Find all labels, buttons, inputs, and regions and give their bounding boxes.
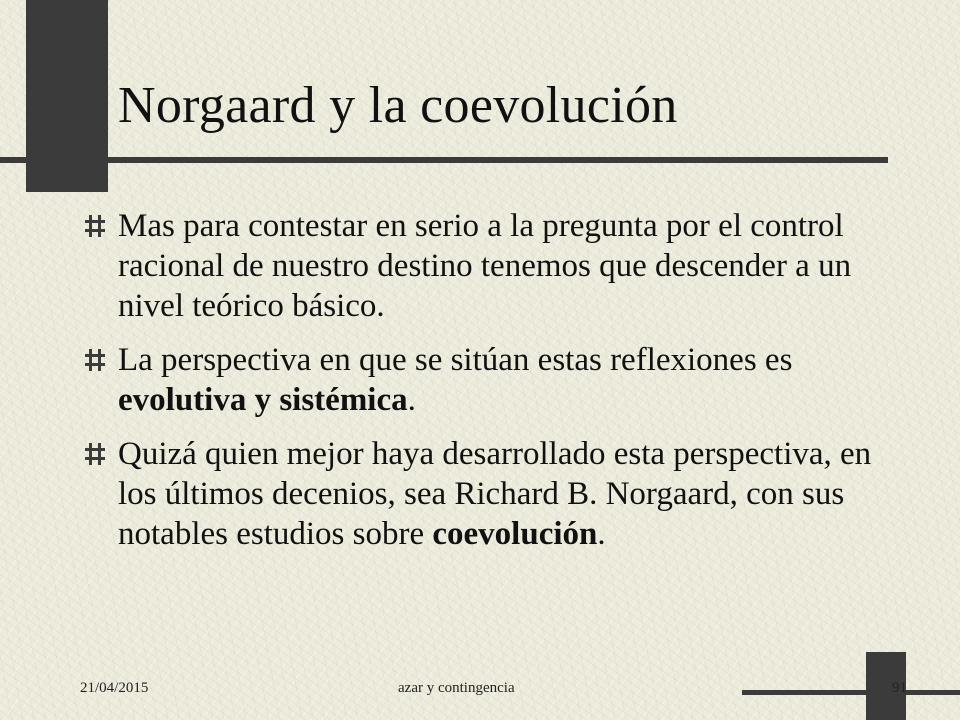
- footer-date: 21/04/2015: [80, 680, 149, 696]
- bullet-text: [118, 436, 871, 552]
- bullet-text-segment: La perspectiva en que se sitúan estas reflexiones es: [118, 342, 793, 378]
- title-underline-bar: [0, 157, 888, 163]
- bullet-text-segment: Mas para contestar en serio a la pregunta por el control racional de nuestro destino tenemos que descender a un nivel teórico básico.: [118, 208, 852, 324]
- title-accent-block: [26, 0, 108, 192]
- page-number: 91: [892, 680, 907, 696]
- hash-bullet-icon: [84, 442, 106, 466]
- bullet-item: [84, 434, 910, 554]
- bullet-text-segment: .: [597, 516, 606, 552]
- bullet-text-segment: Quizá quien mejor haya desarrollado esta perspectiva, en los últimos decenios, sea Richard B. Norgaard, con sus notables estudios sobre: [118, 436, 872, 552]
- bullet-bold-text: coevolución: [432, 516, 598, 552]
- hash-bullet-icon: [84, 348, 106, 372]
- hash-bullet-icon: [84, 214, 106, 238]
- footer-bar-horizontal: [742, 690, 960, 695]
- slide-title: Norgaard y la coevolución: [118, 77, 678, 134]
- bullet-item: [84, 340, 910, 420]
- bullet-item: [84, 206, 910, 326]
- bullet-bold-text: evolutiva y sistémica: [118, 382, 408, 418]
- bullet-text-segment: .: [407, 382, 416, 418]
- bullet-text: [118, 208, 851, 324]
- bullet-text: [118, 342, 792, 418]
- bullet-list: [84, 206, 910, 568]
- footer-title: azar y contingencia: [398, 680, 515, 696]
